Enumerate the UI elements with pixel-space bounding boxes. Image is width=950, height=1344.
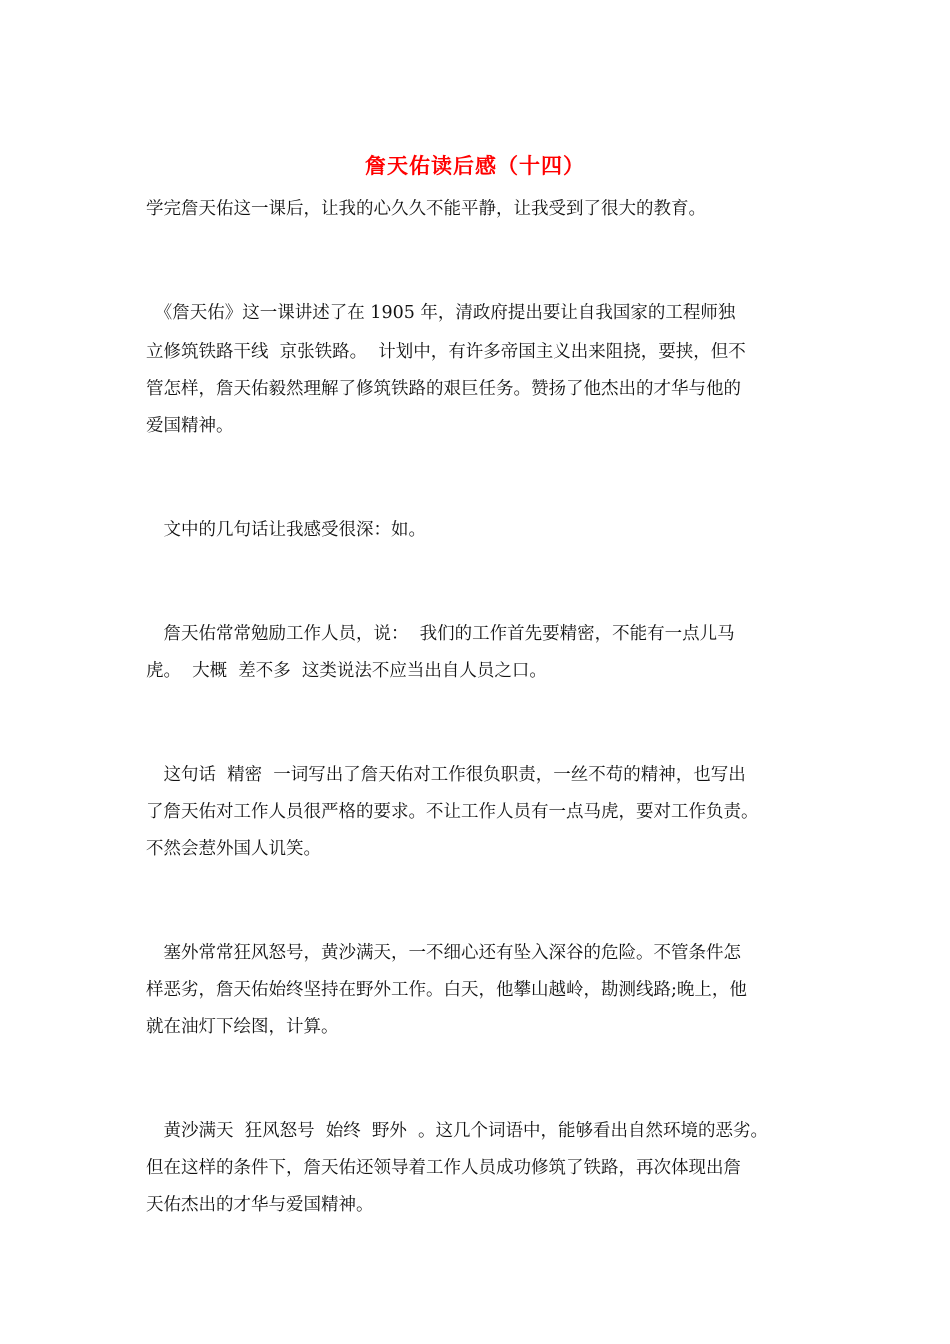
paragraph-line: 爱国精神。 [146,416,234,436]
paragraph-line: 虎。 大概 差不多 这类说法不应当出自人员之口。 [146,661,547,681]
paragraph-line: 就在油灯下绘图，计算。 [146,1017,339,1037]
paragraph-line: 立修筑铁路干线 京张铁路。 计划中，有许多帝国主义出来阻挠，要挟，但不 [146,342,746,362]
paragraph-line: 管怎样，詹天佑毅然理解了修筑铁路的艰巨任务。赞扬了他杰出的才华与他的 [146,379,741,399]
paragraph-line: 这句话 精密 一词写出了詹天佑对工作很负职责，一丝不苟的精神，也写出 [146,765,746,785]
paragraph-line: 文中的几句话让我感受很深：如。 [146,520,426,540]
paragraph-line: 天佑杰出的才华与爱国精神。 [146,1195,374,1215]
paragraph-line: 塞外常常狂风怒号，黄沙满天，一不细心还有坠入深谷的危险。不管条件怎 [146,943,741,963]
document-title: 詹天佑读后感（十四） [365,154,585,178]
paragraph-line: 样恶劣，詹天佑始终坚持在野外工作。白天，他攀山越岭，勘测线路;晚上，他 [146,980,747,1000]
paragraph-line: 黄沙满天 狂风怒号 始终 野外 。这几个词语中，能够看出自然环境的恶劣。 [146,1121,768,1141]
paragraph-line: 詹天佑常常勉励工作人员，说： 我们的工作首先要精密，不能有一点儿马 [146,624,735,644]
paragraph-line: 学完詹天佑这一课后，让我的心久久不能平静，让我受到了很大的教育。 [146,199,706,219]
paragraph-line: 但在这样的条件下，詹天佑还领导着工作人员成功修筑了铁路，再次体现出詹 [146,1158,741,1178]
paragraph-line: 《詹天佑》这一课讲述了在 1905 年，清政府提出要让自我国家的工程师独 [146,303,736,323]
paragraph-line: 不然会惹外国人讥笑。 [146,839,321,859]
paragraph-line: 了詹天佑对工作人员很严格的要求。不让工作人员有一点马虎，要对工作负责。 [146,802,759,822]
